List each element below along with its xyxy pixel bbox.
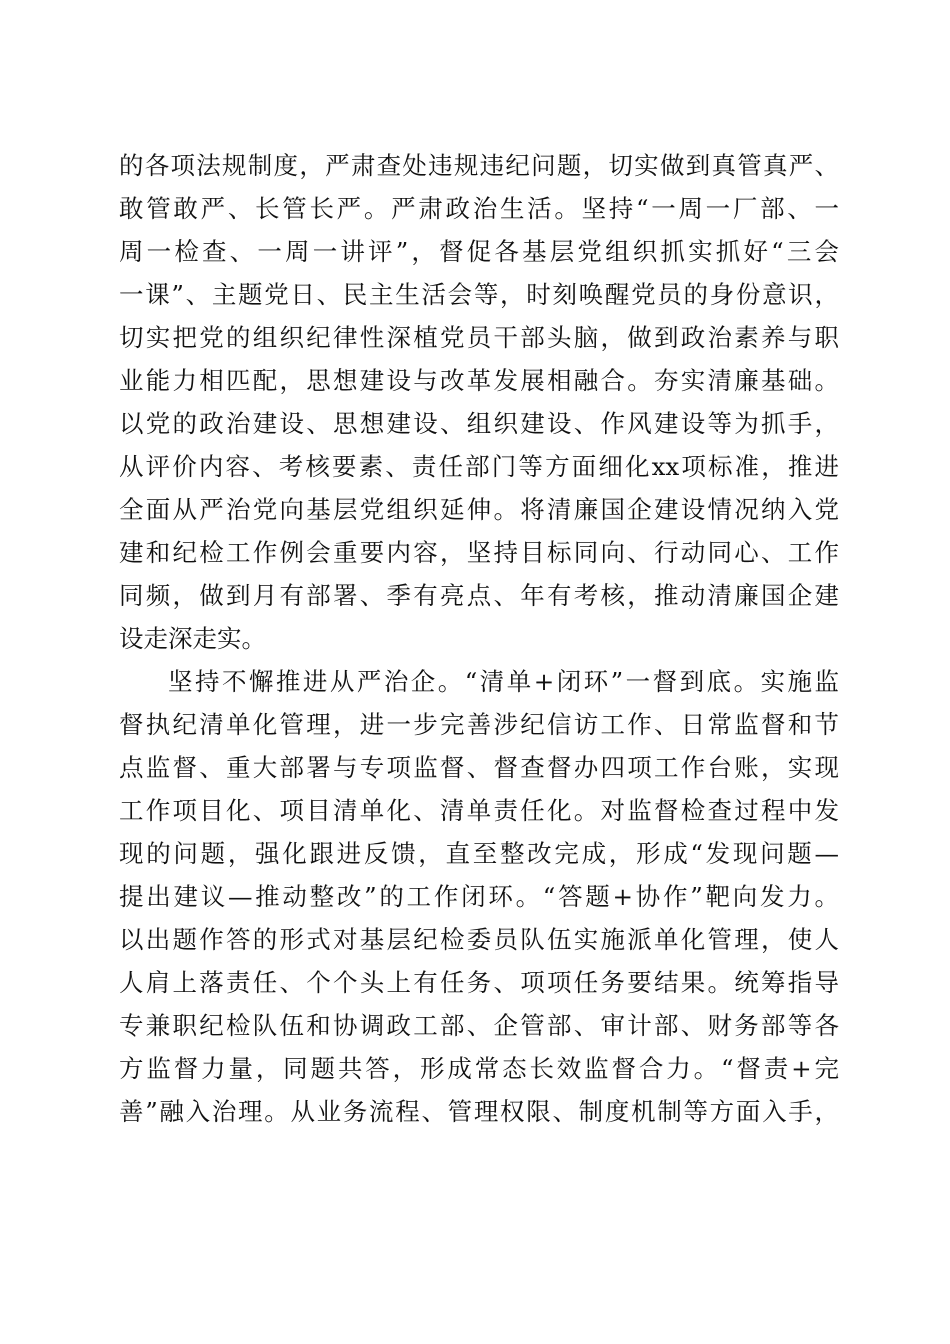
text-line: 以党的政治建设、思想建设、组织建设、作风建设等为抓手，: [119, 409, 839, 438]
text-line: 善”融入治理。从业务流程、管理权限、制度机制等方面入手，: [119, 1097, 839, 1126]
text-line: 敢管敢严、长管长严。严肃政治生活。坚持“一周一厂部、一: [119, 194, 839, 223]
text-line: 的各项法规制度，严肃查处违规违纪问题，切实做到真管真严、: [119, 151, 839, 180]
text-line: 周一检查、一周一讲评”，督促各基层党组织抓实抓好“三会: [119, 237, 839, 266]
text-line: 切实把党的组织纪律性深植党员干部头脑，做到政治素养与职: [119, 323, 839, 352]
text-line: 方监督力量，同题共答，形成常态长效监督合力。“督责+完: [119, 1054, 839, 1083]
text-line: 一课”、主题党日、民主生活会等，时刻唤醒党员的身份意识，: [119, 280, 839, 309]
text-line: 建和纪检工作例会重要内容，坚持目标同向、行动同心、工作: [119, 538, 839, 567]
text-line: 现的问题，强化跟进反馈，直至整改完成，形成“发现问题—: [119, 839, 839, 868]
text-line: 同频，做到月有部署、季有亮点、年有考核，推动清廉国企建: [119, 581, 839, 610]
text-line: 设走深走实。: [119, 624, 266, 653]
text-line: 专兼职纪检队伍和协调政工部、企管部、审计部、财务部等各: [119, 1011, 839, 1040]
text-line: 督执纪清单化管理，进一步完善涉纪信访工作、日常监督和节: [119, 710, 839, 739]
text-line: 全面从严治党向基层党组织延伸。将清廉国企建设情况纳入党: [119, 495, 839, 524]
text-line: 点监督、重大部署与专项监督、督查督办四项工作台账，实现: [119, 753, 839, 782]
text-line: 从评价内容、考核要素、责任部门等方面细化xx项标准，推进: [119, 452, 839, 481]
text-line: 提出建议—推动整改”的工作闭环。“答题+协作”靶向发力。: [119, 882, 839, 911]
text-line: 坚持不懈推进从严治企。“清单+闭环”一督到底。实施监: [168, 667, 839, 696]
text-line: 工作项目化、项目清单化、清单责任化。对监督检查过程中发: [119, 796, 839, 825]
text-line: 业能力相匹配，思想建设与改革发展相融合。夯实清廉基础。: [119, 366, 839, 395]
text-line: 人肩上落责任、个个头上有任务、项项任务要结果。统筹指导: [119, 968, 839, 997]
text-line: 以出题作答的形式对基层纪检委员队伍实施派单化管理，使人: [119, 925, 839, 954]
